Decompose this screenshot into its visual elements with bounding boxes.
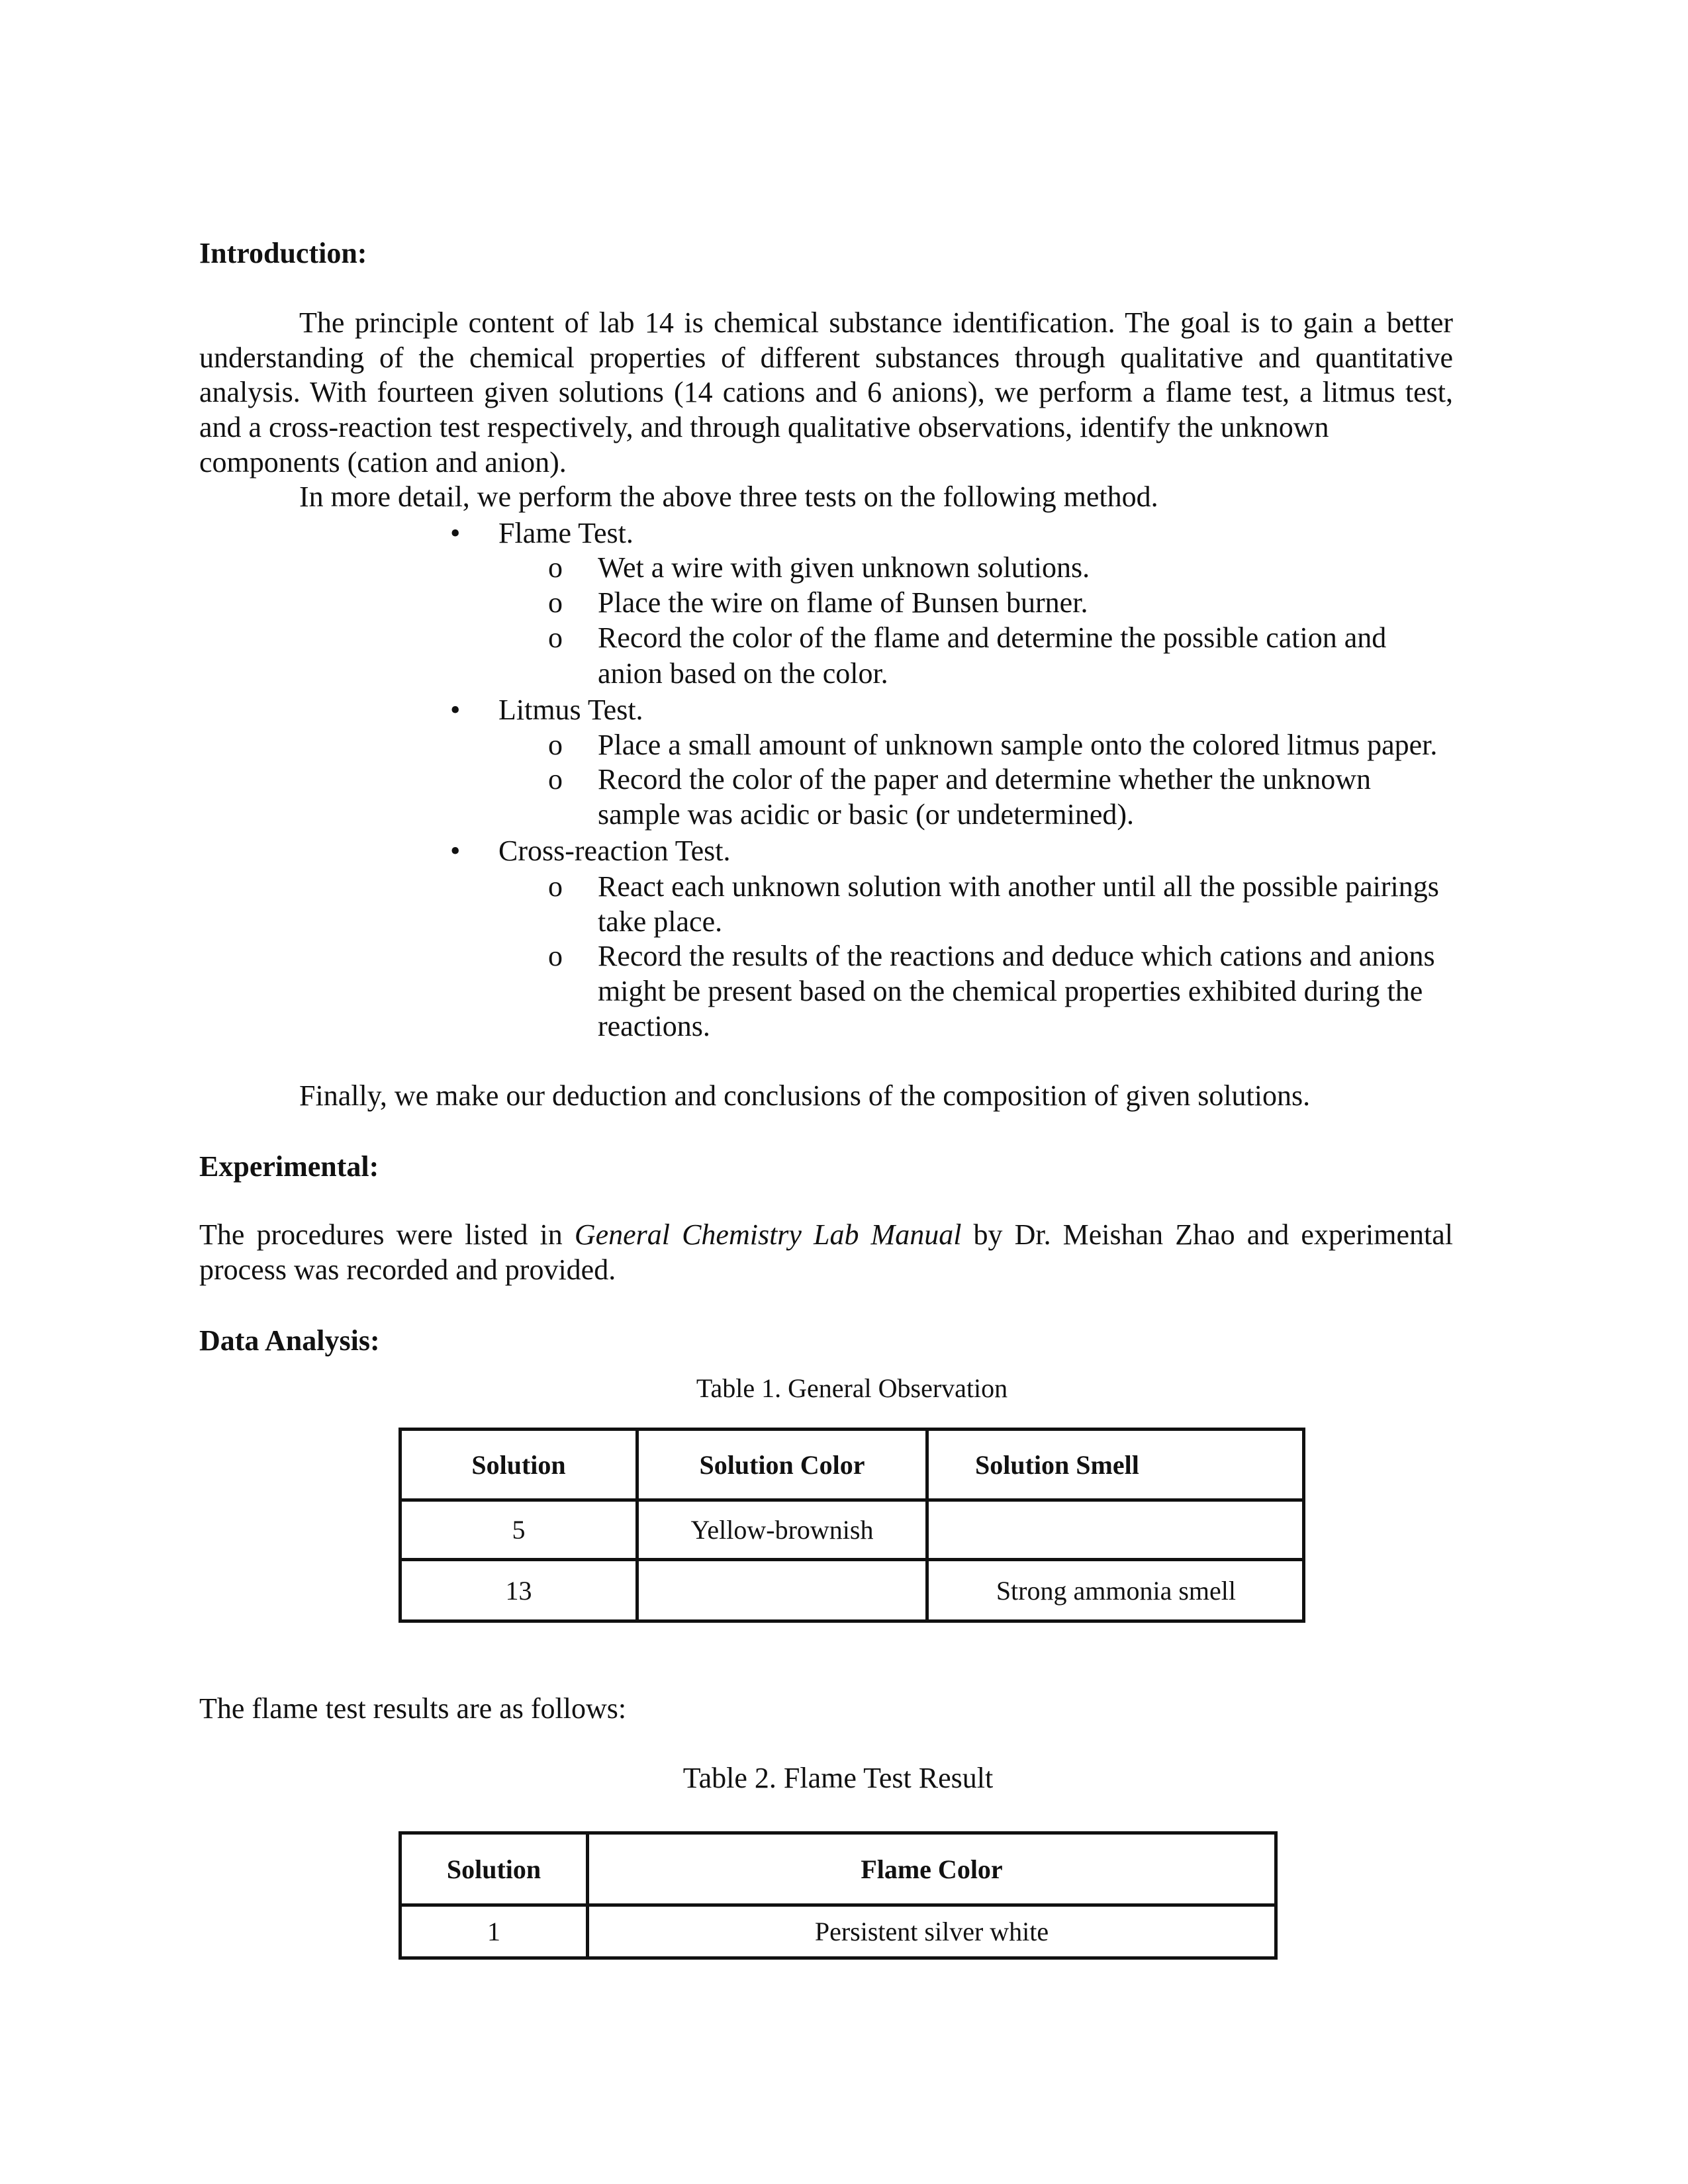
litmus-step: Place a small amount of unknown sample onto the colored litmus paper. — [598, 729, 1438, 761]
cross-step: take place. — [598, 905, 723, 938]
litmus-step: Record the color of the paper and determine whether the unknown — [598, 763, 1372, 796]
experimental-line: process was recorded and provided. — [199, 1253, 616, 1286]
table1-caption: Table 1. General Observation — [696, 1373, 1008, 1403]
sub-bullet-icon: o — [548, 586, 563, 619]
cross-step: Record the results of the reactions and deduce which cations and anions — [598, 940, 1435, 972]
experimental-text: by Dr. Meishan Zhao and experimental — [961, 1218, 1453, 1251]
cross-step: React each unknown solution with another until all the possible pairings — [598, 870, 1439, 903]
column-header: Solution — [400, 1430, 637, 1500]
table-header-row — [400, 1833, 1276, 1905]
intro-final-line: Finally, we make our deduction and conclusions of the composition of given solutions. — [299, 1079, 1311, 1112]
table-cell: Strong ammonia smell — [927, 1560, 1304, 1621]
table-cell — [927, 1500, 1304, 1560]
table-header-row — [400, 1430, 1304, 1500]
flame-intro-text: The flame test results are as follows: — [199, 1692, 627, 1725]
table-cell: 5 — [400, 1500, 637, 1560]
table-row — [400, 1500, 1304, 1560]
column-header: Solution — [400, 1833, 588, 1905]
intro-paragraph-line: analysis. With fourteen given solutions (14 cations and 6 anions), we perform a flame test, a litmus test, — [199, 376, 1453, 408]
flame-test-table — [399, 1831, 1278, 1960]
table-row — [400, 1560, 1304, 1621]
table-row — [400, 1905, 1276, 1958]
bullet-icon: • — [450, 835, 461, 867]
sub-bullet-icon: o — [548, 551, 563, 584]
cross-step: reactions. — [598, 1010, 710, 1042]
sub-bullet-icon: o — [548, 763, 563, 796]
table-cell: Persistent silver white — [588, 1905, 1276, 1958]
experimental-line — [199, 1218, 1453, 1252]
table-cell: 1 — [400, 1905, 588, 1958]
introduction-heading: Introduction: — [199, 237, 367, 269]
test-title-flame: Flame Test. — [498, 517, 633, 549]
bullet-icon: • — [450, 517, 461, 549]
test-title-cross-reaction: Cross-reaction Test. — [498, 835, 731, 867]
experimental-heading: Experimental: — [199, 1150, 379, 1183]
intro-paragraph-line: understanding of the chemical properties of different substances through qualitative and quantitative — [199, 341, 1453, 374]
sub-bullet-icon: o — [548, 870, 563, 903]
table-cell: Yellow-brownish — [637, 1500, 927, 1560]
sub-bullet-icon: o — [548, 621, 563, 654]
sub-bullet-icon: o — [548, 729, 563, 761]
column-header: Flame Color — [588, 1833, 1276, 1905]
column-header: Solution Color — [637, 1430, 927, 1500]
bullet-icon: • — [450, 694, 461, 726]
intro-paragraph-line: and a cross-reaction test respectively, and through qualitative observations, identify the unknown — [199, 411, 1329, 443]
general-observation-table — [399, 1428, 1305, 1623]
table2-caption: Table 2. Flame Test Result — [682, 1762, 994, 1794]
flame-step: anion based on the color. — [598, 657, 888, 690]
intro-paragraph-line: components (cation and anion). — [199, 446, 567, 478]
flame-step: Place the wire on flame of Bunsen burner. — [598, 586, 1088, 619]
column-header: Solution Smell — [927, 1430, 1304, 1500]
intro-detail-line: In more detail, we perform the above three tests on the following method. — [299, 480, 1158, 513]
flame-step: Wet a wire with given unknown solutions. — [598, 551, 1090, 584]
table-cell — [637, 1560, 927, 1621]
experimental-text: The procedures were listed in — [199, 1218, 575, 1251]
flame-step: Record the color of the flame and determine the possible cation and — [598, 621, 1387, 654]
table-cell: 13 — [400, 1560, 637, 1621]
cross-step: might be present based on the chemical properties exhibited during the — [598, 975, 1423, 1007]
manual-title: General Chemistry Lab Manual — [574, 1218, 962, 1251]
test-title-litmus: Litmus Test. — [498, 694, 643, 726]
intro-paragraph-line: The principle content of lab 14 is chemical substance identification. The goal is to gain a better — [299, 306, 1453, 339]
litmus-step: sample was acidic or basic (or undetermined). — [598, 798, 1135, 831]
data-analysis-heading: Data Analysis: — [199, 1324, 380, 1357]
sub-bullet-icon: o — [548, 940, 563, 972]
